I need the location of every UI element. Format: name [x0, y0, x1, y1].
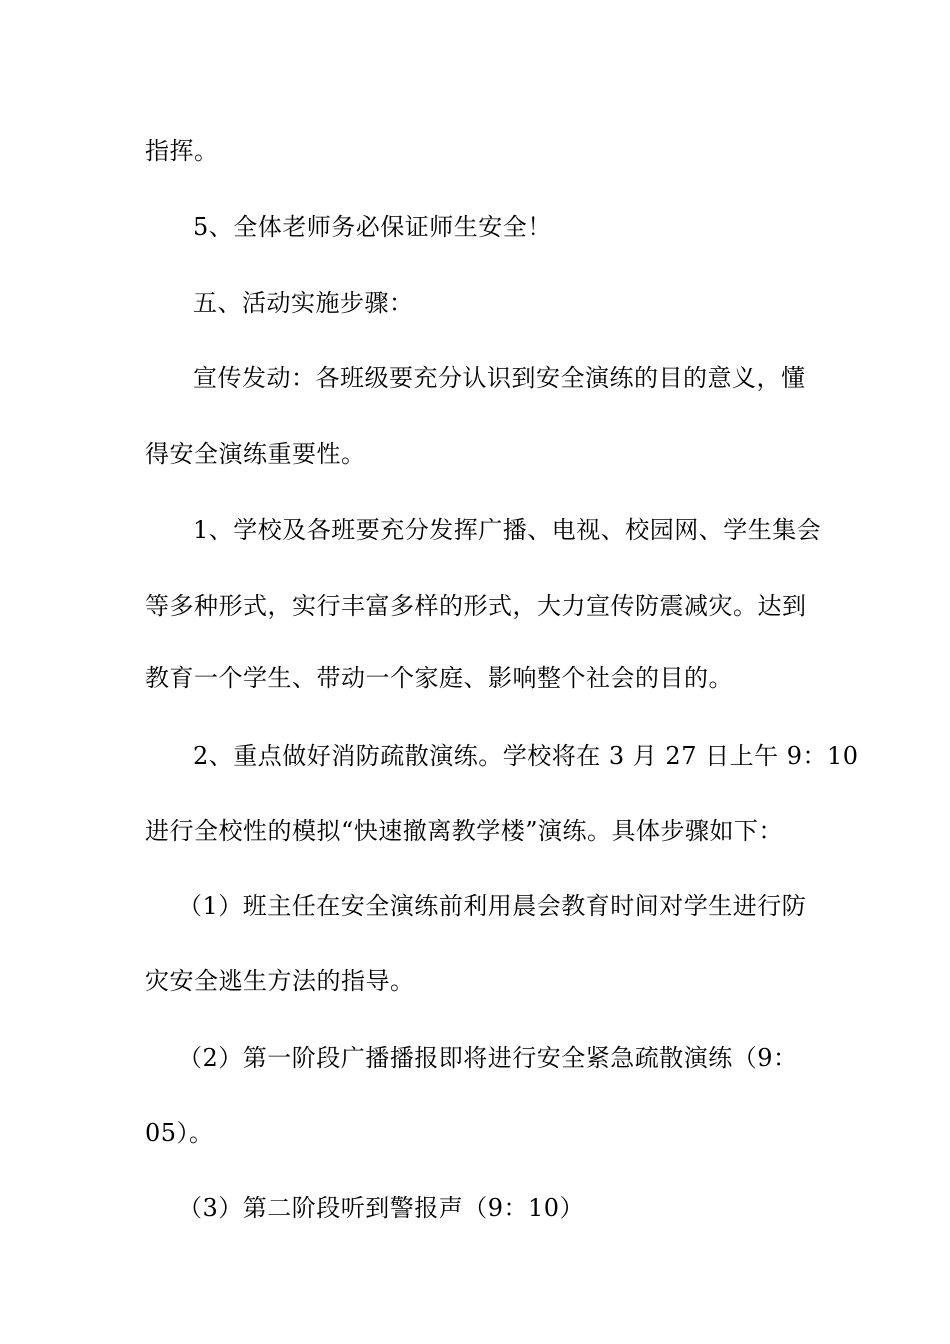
paragraph-line: 指挥。 [145, 137, 219, 165]
paragraph-line: （2）第一阶段广播播报即将进行安全紧急疏散演练（9： [178, 1044, 798, 1072]
paragraph-line: 等多种形式，实行丰富多样的形式，大力宣传防震减灾。达到 [145, 592, 807, 620]
paragraph-line: 灾安全逃生方法的指导。 [145, 967, 415, 995]
paragraph-line: 1、学校及各班要充分发挥广播、电视、校园网、学生集会 [193, 516, 822, 544]
paragraph-line: （3）第二阶段听到警报声（9：10） [178, 1194, 585, 1222]
paragraph-line: 5、全体老师务必保证师生安全！ [193, 213, 552, 241]
paragraph-line: 进行全校性的模拟“快速撤离教学楼”演练。具体步骤如下： [145, 817, 784, 845]
paragraph-line: 得安全演练重要性。 [145, 440, 366, 468]
paragraph-line: 05）。 [145, 1119, 214, 1147]
paragraph-line: （1）班主任在安全演练前利用晨会教育时间对学生进行防 [178, 892, 807, 920]
section-heading: 五、活动实施步骤： [193, 289, 414, 317]
paragraph-line: 教育一个学生、带动一个家庭、影响整个社会的目的。 [145, 664, 733, 692]
paragraph-line: 宣传发动：各班级要充分认识到安全演练的目的意义，懂 [193, 364, 806, 392]
paragraph-line: 2、重点做好消防疏散演练。学校将在 3 月 27 日上午 9：10 [193, 742, 859, 770]
